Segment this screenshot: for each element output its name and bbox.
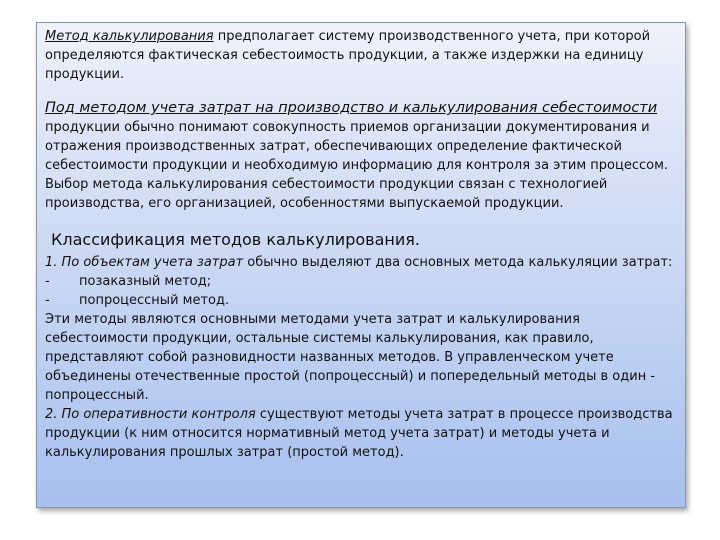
term-cost-accounting-method: Под методом учета затрат на производство и калькулирования себестоимости [45,100,658,116]
list-item-label: попроцессный метод. [79,293,230,308]
classification-by-object [45,253,677,272]
classification-by-control [45,405,677,462]
classification-2-text: существуют методы учета затрат в процессе производства продукции (к ним относится нормативный метод учета затрат) и методы учета и калькулирования прошлых затрат (простой метод). [45,407,673,460]
classification-2-label: 2. По оперативности контроля [45,407,256,422]
classification-1-text: обычно выделяют два основных метода калькуляции затрат: [243,255,673,270]
paragraph-method-choice: Выбор метода калькулирования себестоимости продукции связан с технологией производства, его организацией, особенностями выпускаемой продукции. [45,177,608,211]
list-item [45,291,677,310]
list-item-label: позаказный метод; [79,274,212,289]
section-heading: Классификация методов калькулирования. [51,230,420,249]
list-item [45,272,677,291]
paragraph-method-meaning [45,98,677,175]
term-costing-method: Метод калькулирования [45,29,214,44]
list-dash: - [45,274,50,289]
paragraph-methods-explained: Эти методы являются основными методами учета затрат и калькулирования себестоимости продукции, остальные системы калькулирования, как правило, представляют собой разновидности названных методов. В управленческом учете объединены отечественные простой (попроцессный) и попередельный методы в один - попроцессный. [45,312,656,403]
classification-1-label: 1. По объектам учета затрат [45,255,244,270]
meaning-text: продукции обычно понимают совокупность приемов организации документирования и отражения производственных затрат, обеспечивающих определение фактической себестоимости продукции и необходимую информацию для контроля за этим процессом. [45,120,669,173]
definition-text: предполагает систему производственного учета, при которой определяются фактическая себестоимость продукции, а также издержки на единицу продукции. [45,29,651,82]
list-dash: - [45,293,50,308]
content-panel [36,22,686,508]
paragraph-definition [45,27,677,84]
